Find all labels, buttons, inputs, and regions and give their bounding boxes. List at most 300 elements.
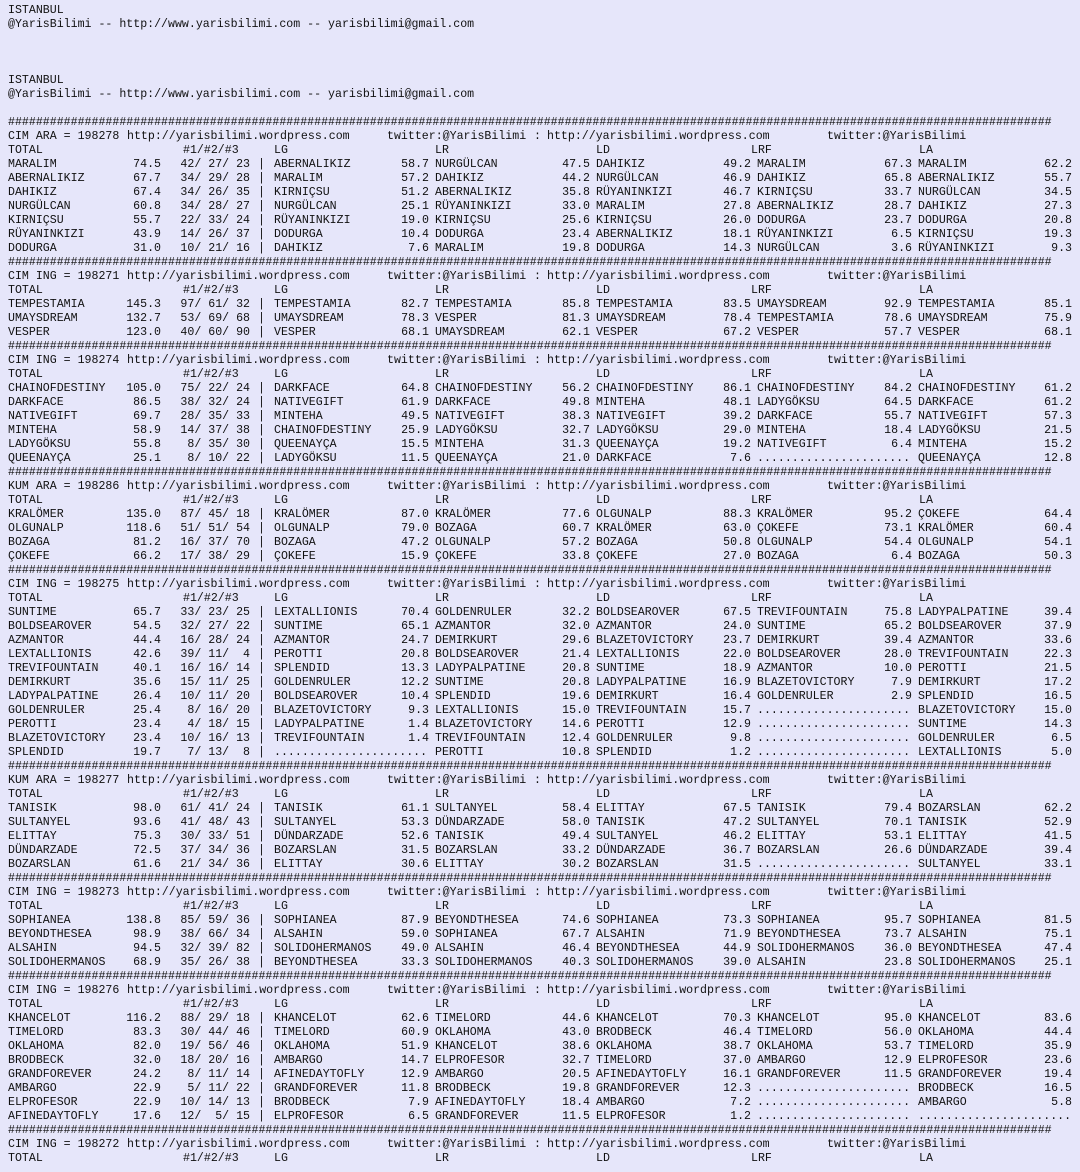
lg-score: 15.9 xyxy=(401,550,429,563)
ld-horse-name: BOZAGA xyxy=(596,536,638,549)
lg-score: 9.3 xyxy=(408,704,429,717)
ld-horse-name: DAHIKIZ xyxy=(596,158,645,171)
la-horse-name: SUNTIME xyxy=(918,718,967,731)
ld-score: 27.0 xyxy=(723,550,751,563)
pipe-separator: | xyxy=(258,676,265,689)
total-score: 55.8 xyxy=(133,438,161,451)
horse-name: KHANCELOT xyxy=(8,1012,71,1025)
lr-score: 81.3 xyxy=(562,312,590,325)
column-header-total: TOTAL xyxy=(8,368,43,381)
separator: : xyxy=(534,1138,541,1151)
ld-horse-name: GRANDFOREVER xyxy=(596,1082,680,1095)
ld-horse-name: TREVIFOUNTAIN xyxy=(596,704,687,717)
column-header-lr: LR xyxy=(435,788,449,801)
la-score: 9.3 xyxy=(1051,242,1072,255)
column-header-ranks: #1/#2/#3 xyxy=(183,592,239,605)
la-score: 68.1 xyxy=(1044,326,1072,339)
lg-score: 59.0 xyxy=(401,928,429,941)
lr-score: 74.6 xyxy=(562,914,590,927)
lrf-empty-slot: ...................... xyxy=(757,452,911,465)
column-header-ranks: #1/#2/#3 xyxy=(183,144,239,157)
lrf-score: 10.0 xyxy=(884,662,912,675)
lrf-empty-slot: ...................... xyxy=(757,718,911,731)
site-link: http://yarisbilimi.wordpress.com xyxy=(547,984,770,997)
blank-line xyxy=(0,46,1080,60)
horse-name: BLAZETOVICTORY xyxy=(8,732,106,745)
pipe-separator: | xyxy=(258,382,265,395)
lrf-horse-name: SULTANYEL xyxy=(757,816,820,829)
la-score: 75.1 xyxy=(1044,928,1072,941)
lr-horse-name: BOLDSEAROVER xyxy=(435,648,519,661)
lrf-horse-name: NATIVEGIFT xyxy=(757,438,827,451)
pipe-separator: | xyxy=(258,172,265,185)
table-row xyxy=(0,312,1080,326)
lrf-horse-name: ALSAHIN xyxy=(757,956,806,969)
placings: 30/ 33/ 51 xyxy=(173,830,250,843)
race-header xyxy=(0,774,1080,788)
lr-horse-name: NURGÜLCAN xyxy=(435,158,498,171)
la-horse-name: TIMELORD xyxy=(918,1040,974,1053)
ld-horse-name: QUEENAYÇA xyxy=(596,438,659,451)
column-header-lr: LR xyxy=(435,494,449,507)
lr-score: 18.4 xyxy=(562,1096,590,1109)
lg-score: 61.1 xyxy=(401,802,429,815)
ld-horse-name: DÜNDARZADE xyxy=(596,844,666,857)
lg-horse-name: AFINEDAYTOFLY xyxy=(274,1068,365,1081)
intro-city-line xyxy=(0,74,1080,88)
total-score: 40.1 xyxy=(133,662,161,675)
total-score: 42.6 xyxy=(133,648,161,661)
lg-score: 58.7 xyxy=(401,158,429,171)
twitter-handle: twitter:@YarisBilimi xyxy=(827,130,967,143)
column-header-ranks: #1/#2/#3 xyxy=(183,1152,239,1165)
ld-horse-name: OKLAHOMA xyxy=(596,1040,652,1053)
lr-score: 33.8 xyxy=(562,550,590,563)
site-link: http://yarisbilimi.wordpress.com xyxy=(547,774,770,787)
table-row xyxy=(0,172,1080,186)
column-header-la: LA xyxy=(919,900,933,913)
placings: 8/ 16/ 20 xyxy=(173,704,250,717)
lrf-horse-name: BOZARSLAN xyxy=(757,844,820,857)
column-header-lr: LR xyxy=(435,368,449,381)
column-header-la: LA xyxy=(919,284,933,297)
lr-score: 29.6 xyxy=(562,634,590,647)
la-score: 61.2 xyxy=(1044,396,1072,409)
ld-score: 18.9 xyxy=(723,662,751,675)
la-horse-name: KHANCELOT xyxy=(918,1012,981,1025)
race-header xyxy=(0,480,1080,494)
horse-name: OKLAHOMA xyxy=(8,1040,64,1053)
horse-name: MARALIM xyxy=(8,158,57,171)
lr-score: 19.8 xyxy=(562,242,590,255)
lg-score: 1.4 xyxy=(408,732,429,745)
horse-name: BOZARSLAN xyxy=(8,858,71,871)
lr-horse-name: BEYONDTHESEA xyxy=(435,914,519,927)
la-score: 44.4 xyxy=(1044,1026,1072,1039)
lr-score: 30.2 xyxy=(562,858,590,871)
lg-horse-name: BLAZETOVICTORY xyxy=(274,704,372,717)
horse-name: TIMELORD xyxy=(8,1026,64,1039)
column-header-lrf: LRF xyxy=(751,592,772,605)
ld-score: 70.3 xyxy=(723,1012,751,1025)
lr-horse-name: SUNTIME xyxy=(435,676,484,689)
pipe-separator: | xyxy=(258,704,265,717)
divider-line xyxy=(0,466,1080,480)
blank-line xyxy=(0,32,1080,46)
placings: 4/ 18/ 15 xyxy=(173,718,250,731)
race-header xyxy=(0,270,1080,284)
ld-horse-name: MARALIM xyxy=(596,200,645,213)
pipe-separator: | xyxy=(258,424,265,437)
divider-line xyxy=(0,564,1080,578)
horse-name: ÇOKEFE xyxy=(8,550,50,563)
city-title: ISTANBUL xyxy=(8,74,64,87)
placings: 10/ 11/ 20 xyxy=(173,690,250,703)
lrf-horse-name: GRANDFOREVER xyxy=(757,1068,841,1081)
ld-score: 31.5 xyxy=(723,858,751,871)
horse-name: LADYPALPATINE xyxy=(8,690,99,703)
lr-horse-name: AZMANTOR xyxy=(435,620,491,633)
lrf-empty-slot: ...................... xyxy=(757,704,911,717)
lg-horse-name: DODURGA xyxy=(274,228,323,241)
lg-score: 12.9 xyxy=(401,1068,429,1081)
la-horse-name: NATIVEGIFT xyxy=(918,410,988,423)
lg-horse-name: LADYPALPATINE xyxy=(274,718,365,731)
lg-horse-name: ÇOKEFE xyxy=(274,550,316,563)
horse-name: TANISIK xyxy=(8,802,57,815)
la-score: 55.7 xyxy=(1044,172,1072,185)
race-code: CIM ING = 198276 xyxy=(8,984,120,997)
twitter-handle: twitter:@YarisBilimi xyxy=(387,130,527,143)
column-header-lrf: LRF xyxy=(751,368,772,381)
lg-horse-name: ALSAHIN xyxy=(274,928,323,941)
lrf-score: 65.8 xyxy=(884,172,912,185)
horse-name: DAHIKIZ xyxy=(8,186,57,199)
column-header-ranks: #1/#2/#3 xyxy=(183,900,239,913)
lg-score: 79.0 xyxy=(401,522,429,535)
lrf-horse-name: TIMELORD xyxy=(757,1026,813,1039)
column-header-la: LA xyxy=(919,1152,933,1165)
horse-name: ALSAHIN xyxy=(8,942,57,955)
pipe-separator: | xyxy=(258,1012,265,1025)
twitter-handle: twitter:@YarisBilimi xyxy=(387,1138,527,1151)
total-score: 65.7 xyxy=(133,606,161,619)
horse-name: CHAINOFDESTINY xyxy=(8,382,106,395)
la-horse-name: GOLDENRULER xyxy=(918,732,995,745)
la-score: 20.8 xyxy=(1044,214,1072,227)
lg-horse-name: KHANCELOT xyxy=(274,1012,337,1025)
ld-score: 47.2 xyxy=(723,816,751,829)
lg-horse-name: SULTANYEL xyxy=(274,816,337,829)
la-horse-name: TEMPESTAMIA xyxy=(918,298,995,311)
lr-score: 15.0 xyxy=(562,704,590,717)
lrf-score: 6.5 xyxy=(891,228,912,241)
race-header xyxy=(0,984,1080,998)
table-row xyxy=(0,424,1080,438)
horse-name: KIRNIÇSU xyxy=(8,214,64,227)
horse-name: SUNTIME xyxy=(8,606,57,619)
la-score: 64.4 xyxy=(1044,508,1072,521)
twitter-handle: twitter:@YarisBilimi xyxy=(387,774,527,787)
la-score: 17.2 xyxy=(1044,676,1072,689)
la-horse-name: BEYONDTHESEA xyxy=(918,942,1002,955)
ld-score: 1.2 xyxy=(730,746,751,759)
ld-score: 46.9 xyxy=(723,172,751,185)
table-row xyxy=(0,830,1080,844)
la-horse-name: ABERNALIKIZ xyxy=(918,172,995,185)
site-link: http://yarisbilimi.wordpress.com xyxy=(547,578,770,591)
column-header-ld: LD xyxy=(596,592,610,605)
lg-horse-name: UMAYSDREAM xyxy=(274,312,344,325)
horse-name: GRANDFOREVER xyxy=(8,1068,92,1081)
column-header-total: TOTAL xyxy=(8,284,43,297)
lr-horse-name: ÇOKEFE xyxy=(435,550,477,563)
table-row xyxy=(0,606,1080,620)
separator: : xyxy=(534,480,541,493)
pipe-separator: | xyxy=(258,452,265,465)
placings: 22/ 33/ 24 xyxy=(173,214,250,227)
lrf-score: 18.4 xyxy=(884,424,912,437)
lrf-score: 67.3 xyxy=(884,158,912,171)
la-score: 16.5 xyxy=(1044,1082,1072,1095)
total-score: 138.8 xyxy=(126,914,161,927)
ld-score: 23.7 xyxy=(723,634,751,647)
ld-score: 67.2 xyxy=(723,326,751,339)
lr-score: 35.8 xyxy=(562,186,590,199)
lrf-horse-name: SUNTIME xyxy=(757,620,806,633)
lg-score: 64.8 xyxy=(401,382,429,395)
lrf-horse-name: KHANCELOT xyxy=(757,1012,820,1025)
total-score: 69.7 xyxy=(133,410,161,423)
ld-score: 7.6 xyxy=(730,452,751,465)
lr-score: 77.6 xyxy=(562,508,590,521)
horse-name: AMBARGO xyxy=(8,1082,57,1095)
table-row xyxy=(0,662,1080,676)
lr-horse-name: UMAYSDREAM xyxy=(435,326,505,339)
placings: 39/ 11/ 4 xyxy=(173,648,250,661)
placings: 8/ 10/ 22 xyxy=(173,452,250,465)
lrf-horse-name: MARALIM xyxy=(757,158,806,171)
placings: 12/ 5/ 15 xyxy=(173,1110,250,1123)
la-score: 33.1 xyxy=(1044,858,1072,871)
column-header-la: LA xyxy=(919,494,933,507)
twitter-handle: twitter:@YarisBilimi xyxy=(387,886,527,899)
pipe-separator: | xyxy=(258,326,265,339)
ld-horse-name: LADYPALPATINE xyxy=(596,676,687,689)
ld-score: 12.9 xyxy=(723,718,751,731)
horse-name: DODURGA xyxy=(8,242,57,255)
ld-horse-name: OLGUNALP xyxy=(596,508,652,521)
pipe-separator: | xyxy=(258,550,265,563)
placings: 21/ 34/ 36 xyxy=(173,858,250,871)
table-row xyxy=(0,1082,1080,1096)
lrf-horse-name: NURGÜLCAN xyxy=(757,242,820,255)
lr-horse-name: CHAINOFDESTINY xyxy=(435,382,533,395)
lrf-horse-name: SOPHIANEA xyxy=(757,914,820,927)
la-horse-name: SOPHIANEA xyxy=(918,914,981,927)
horse-name: BRODBECK xyxy=(8,1054,64,1067)
table-row xyxy=(0,242,1080,256)
pipe-separator: | xyxy=(258,298,265,311)
table-row xyxy=(0,704,1080,718)
placings: 30/ 44/ 46 xyxy=(173,1026,250,1039)
lrf-score: 23.8 xyxy=(884,956,912,969)
column-header-lg: LG xyxy=(274,592,288,605)
horse-name: NURGÜLCAN xyxy=(8,200,71,213)
horse-name: MINTEHA xyxy=(8,424,57,437)
ld-score: 46.7 xyxy=(723,186,751,199)
lr-score: 44.6 xyxy=(562,1012,590,1025)
lg-score: 52.6 xyxy=(401,830,429,843)
lr-score: 25.6 xyxy=(562,214,590,227)
table-row xyxy=(0,522,1080,536)
lrf-empty-slot: ...................... xyxy=(757,1082,911,1095)
lg-score: 10.4 xyxy=(401,690,429,703)
twitter-handle: twitter:@YarisBilimi xyxy=(827,354,967,367)
lr-horse-name: NATIVEGIFT xyxy=(435,410,505,423)
lg-score: 1.4 xyxy=(408,718,429,731)
lrf-score: 2.9 xyxy=(891,690,912,703)
placings: 8/ 35/ 30 xyxy=(173,438,250,451)
column-header-la: LA xyxy=(919,998,933,1011)
lg-score: 49.5 xyxy=(401,410,429,423)
lr-horse-name: TIMELORD xyxy=(435,1012,491,1025)
lg-horse-name: NATIVEGIFT xyxy=(274,396,344,409)
pipe-separator: | xyxy=(258,956,265,969)
lr-score: 10.8 xyxy=(562,746,590,759)
lrf-horse-name: RÜYANINKIZI xyxy=(757,228,834,241)
total-score: 54.5 xyxy=(133,620,161,633)
placings: 34/ 29/ 28 xyxy=(173,172,250,185)
lg-horse-name: MINTEHA xyxy=(274,410,323,423)
twitter-handle: twitter:@YarisBilimi xyxy=(827,886,967,899)
lrf-horse-name: SOLIDOHERMANOS xyxy=(757,942,855,955)
lg-score: 65.1 xyxy=(401,620,429,633)
site-link: http://yarisbilimi.wordpress.com xyxy=(127,774,350,787)
ld-score: 26.0 xyxy=(723,214,751,227)
placings: 51/ 51/ 54 xyxy=(173,522,250,535)
lr-score: 11.5 xyxy=(562,1110,590,1123)
lr-score: 38.3 xyxy=(562,410,590,423)
lr-score: 43.0 xyxy=(562,1026,590,1039)
lg-empty-slot: ...................... xyxy=(274,746,428,759)
lr-score: 46.4 xyxy=(562,942,590,955)
placings: 17/ 38/ 29 xyxy=(173,550,250,563)
lrf-horse-name: DEMIRKURT xyxy=(757,634,820,647)
placings: 33/ 23/ 25 xyxy=(173,606,250,619)
horse-name: BOLDSEAROVER xyxy=(8,620,92,633)
la-horse-name: DEMIRKURT xyxy=(918,676,981,689)
lr-horse-name: PEROTTI xyxy=(435,746,484,759)
ld-score: 22.0 xyxy=(723,648,751,661)
la-horse-name: LADYPALPATINE xyxy=(918,606,1009,619)
lg-score: 7.9 xyxy=(408,1096,429,1109)
site-link: http://yarisbilimi.wordpress.com xyxy=(127,886,350,899)
placings: 38/ 66/ 34 xyxy=(173,928,250,941)
lr-horse-name: OLGUNALP xyxy=(435,536,491,549)
site-link: http://yarisbilimi.wordpress.com xyxy=(127,984,350,997)
column-header-lrf: LRF xyxy=(751,788,772,801)
lr-horse-name: SPLENDID xyxy=(435,690,491,703)
la-score: 15.0 xyxy=(1044,704,1072,717)
horse-name: BEYONDTHESEA xyxy=(8,928,92,941)
column-header-total: TOTAL xyxy=(8,788,43,801)
lr-score: 58.0 xyxy=(562,816,590,829)
lrf-score: 53.7 xyxy=(884,1040,912,1053)
divider-line xyxy=(0,760,1080,774)
la-horse-name: VESPER xyxy=(918,326,960,339)
ld-score: 39.2 xyxy=(723,410,751,423)
lg-horse-name: BOZARSLAN xyxy=(274,844,337,857)
table-row xyxy=(0,816,1080,830)
lr-score: 14.6 xyxy=(562,718,590,731)
lg-score: 13.3 xyxy=(401,662,429,675)
lr-score: 56.2 xyxy=(562,382,590,395)
pipe-separator: | xyxy=(258,942,265,955)
pipe-separator: | xyxy=(258,690,265,703)
la-score: 52.9 xyxy=(1044,816,1072,829)
site-link: http://yarisbilimi.wordpress.com xyxy=(127,1138,350,1151)
divider-line xyxy=(0,116,1080,130)
ld-horse-name: DODURGA xyxy=(596,242,645,255)
race-code: CIM ING = 198274 xyxy=(8,354,120,367)
lr-horse-name: BOZAGA xyxy=(435,522,477,535)
lg-score: 47.2 xyxy=(401,536,429,549)
lg-score: 10.4 xyxy=(401,228,429,241)
ld-horse-name: BLAZETOVICTORY xyxy=(596,634,694,647)
race-header xyxy=(0,886,1080,900)
horse-name: DÜNDARZADE xyxy=(8,844,78,857)
la-horse-name: CHAINOFDESTINY xyxy=(918,382,1016,395)
la-horse-name: RÜYANINKIZI xyxy=(918,242,995,255)
placings: 87/ 45/ 18 xyxy=(173,508,250,521)
divider-line xyxy=(0,970,1080,984)
la-score: 19.4 xyxy=(1044,1068,1072,1081)
horse-name: AFINEDAYTOFLY xyxy=(8,1110,99,1123)
lr-score: 20.8 xyxy=(562,676,590,689)
pipe-separator: | xyxy=(258,1054,265,1067)
lg-horse-name: TANISIK xyxy=(274,802,323,815)
la-score: 12.8 xyxy=(1044,452,1072,465)
site-link: http://yarisbilimi.wordpress.com xyxy=(127,270,350,283)
lg-horse-name: DÜNDARZADE xyxy=(274,830,344,843)
divider-line xyxy=(0,340,1080,354)
twitter-handle: twitter:@YarisBilimi xyxy=(827,1138,967,1151)
column-header-total: TOTAL xyxy=(8,998,43,1011)
total-score: 67.7 xyxy=(133,172,161,185)
ld-horse-name: ELPROFESOR xyxy=(596,1110,666,1123)
lr-horse-name: AFINEDAYTOFLY xyxy=(435,1096,526,1109)
ld-score: 50.8 xyxy=(723,536,751,549)
lg-score: 70.4 xyxy=(401,606,429,619)
la-horse-name: SPLENDID xyxy=(918,690,974,703)
lr-score: 49.4 xyxy=(562,830,590,843)
ld-score: 46.2 xyxy=(723,830,751,843)
la-empty-slot: ...................... xyxy=(918,1110,1072,1123)
lg-horse-name: SUNTIME xyxy=(274,620,323,633)
column-header-lrf: LRF xyxy=(751,284,772,297)
column-header-lg: LG xyxy=(274,144,288,157)
lg-horse-name: GOLDENRULER xyxy=(274,676,351,689)
total-score: 58.9 xyxy=(133,424,161,437)
la-score: 50.3 xyxy=(1044,550,1072,563)
total-score: 105.0 xyxy=(126,382,161,395)
lrf-score: 57.7 xyxy=(884,326,912,339)
lr-horse-name: BOZARSLAN xyxy=(435,844,498,857)
horse-name: SOLIDOHERMANOS xyxy=(8,956,106,969)
table-row xyxy=(0,326,1080,340)
la-horse-name: OKLAHOMA xyxy=(918,1026,974,1039)
